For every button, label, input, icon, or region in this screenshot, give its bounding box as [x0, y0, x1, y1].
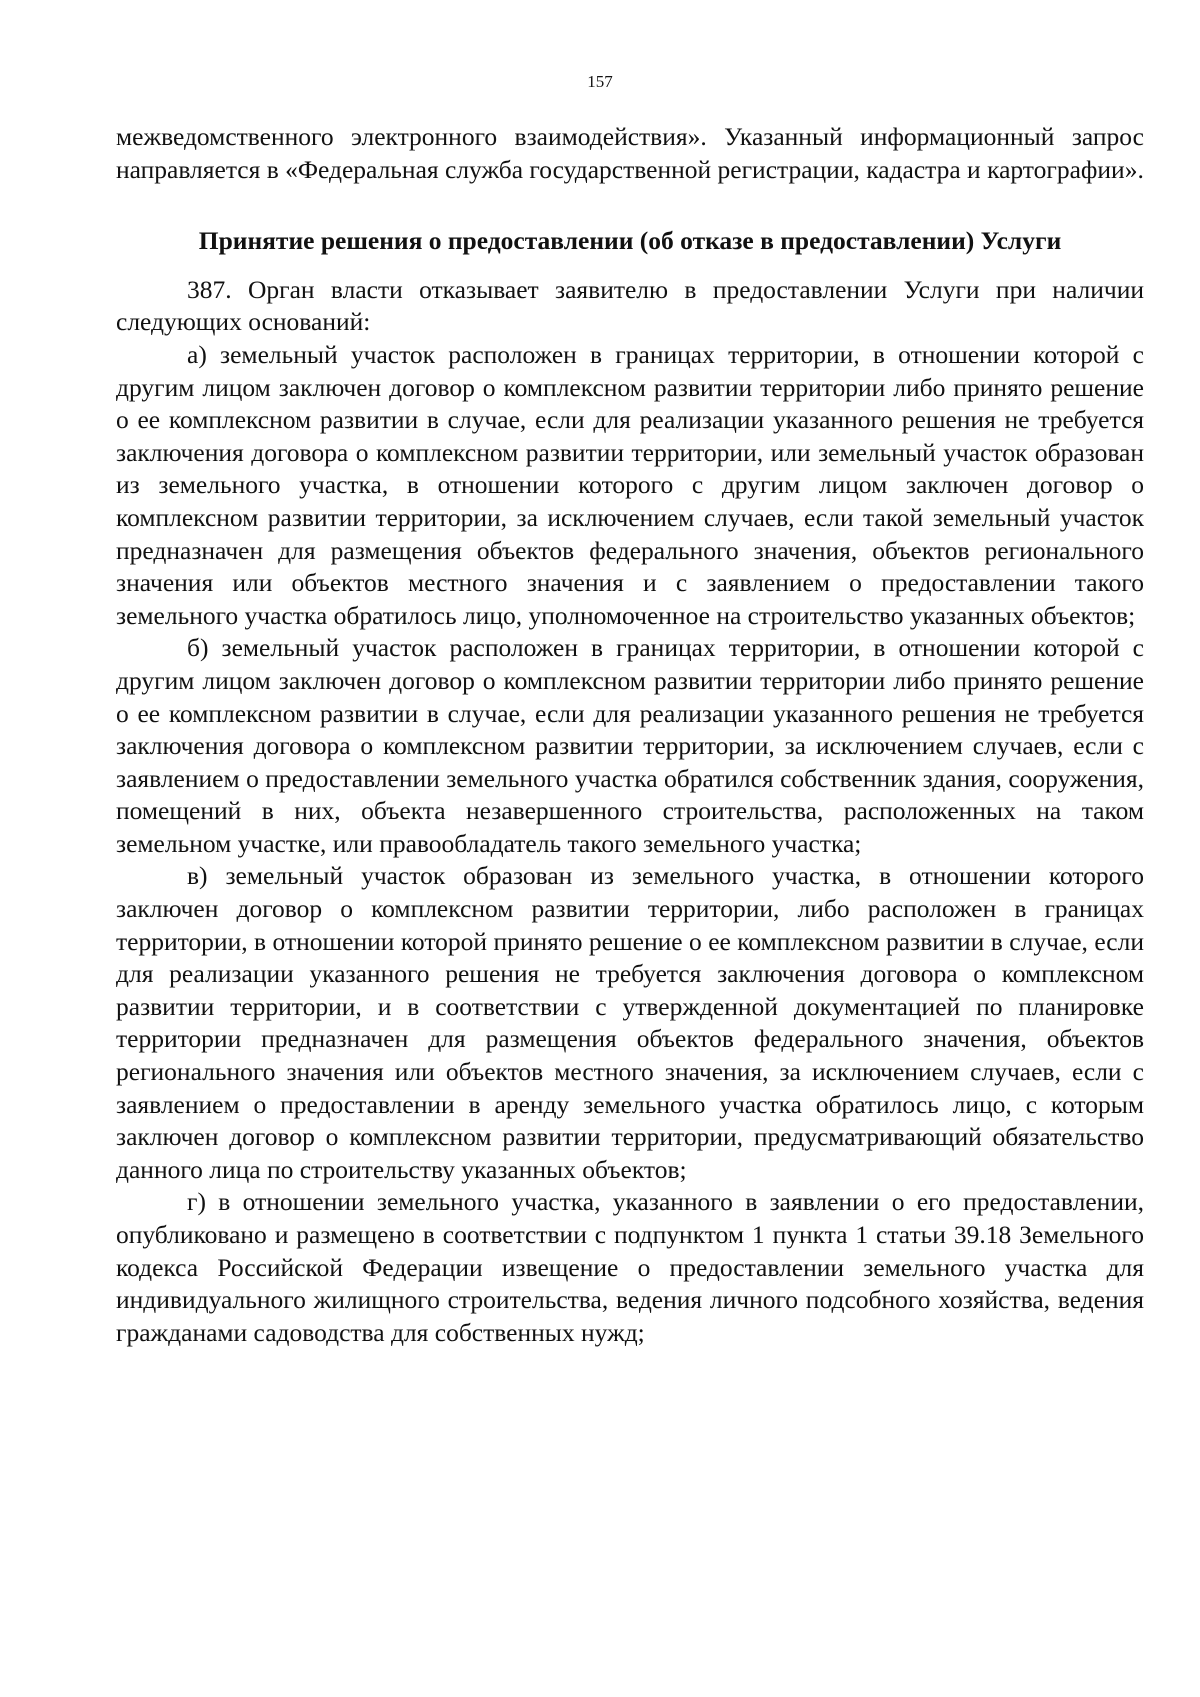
section-heading: Принятие решения о предоставлении (об отказе в предоставлении) Услуги	[198, 226, 1062, 256]
list-item-a: а) земельный участок расположен в границах территории, в отношении которой с другим лицом заключен договор о комплексном развитии территории либо принято решение о ее комплексном развитии в случае, если для реализации указанного решения не требуется заключения договора о комплексном развитии территории, или земельный участок образован из земельного участка, в отношении которого с другим лицом заключен договор о комплексном развитии территории, за исключением случаев, если такой земельный участок предназначен для размещения объектов федерального значения, объектов регионального значения или объектов местного значения и с заявлением о предоставлении такого земельного участка обратилось лицо, уполномоченное на строительство указанных объектов;	[116, 339, 1144, 630]
intro-paragraph: межведомственного электронного взаимодействия». Указанный информационный запрос направляется в «Федеральная служба государственной регистрации, кадастра и картографии».	[116, 122, 1144, 184]
list-item-b: б) земельный участок расположен в границах территории, в отношении которой с другим лицом заключен договор о комплексном развитии территории либо принято решение о ее комплексном развитии в случае, если для реализации указанного решения не требуется заключения договора о комплексном развитии территории, за исключением случаев, если с заявлением о предоставлении земельного участка обратился собственник здания, сооружения, помещений в них, объекта незавершенного строительства, расположенных на таком земельном участке, или правообладатель такого земельного участка;	[116, 633, 1144, 858]
list-item-g: г) в отношении земельного участка, указанного в заявлении о его предоставлении, опубликовано и размещено в соответствии с подпунктом 1 пункта 1 статьи 39.18 Земельного кодекса Российской Федерации извещение о предоставлении земельного участка для индивидуального жилищного строительства, ведения личного подсобного хозяйства, ведения гражданами садоводства для собственных нужд;	[116, 1187, 1144, 1347]
page-number: 157	[587, 72, 613, 91]
list-item-v: в) земельный участок образован из земельного участка, в отношении которого заключен договор о комплексном развитии территории, либо расположен в границах территории, в отношении которой принято решение о ее комплексном развитии в случае, если для реализации указанного решения не требуется заключения договора о комплексном развитии территории, и в соответствии с утвержденной документацией по планировке территории предназначен для размещения объектов федерального значения, объектов регионального значения или объектов местного значения, за исключением случаев, если с заявлением о предоставлении в аренду земельного участка обратилось лицо, с которым заключен договор о комплексном развитии территории, предусматривающий обязательство данного лица по строительству указанных объектов;	[116, 861, 1144, 1184]
paragraph-387: 387. Орган власти отказывает заявителю в предоставлении Услуги при наличии следующих оснований:	[116, 274, 1144, 337]
document-body	[116, 121, 1144, 1349]
